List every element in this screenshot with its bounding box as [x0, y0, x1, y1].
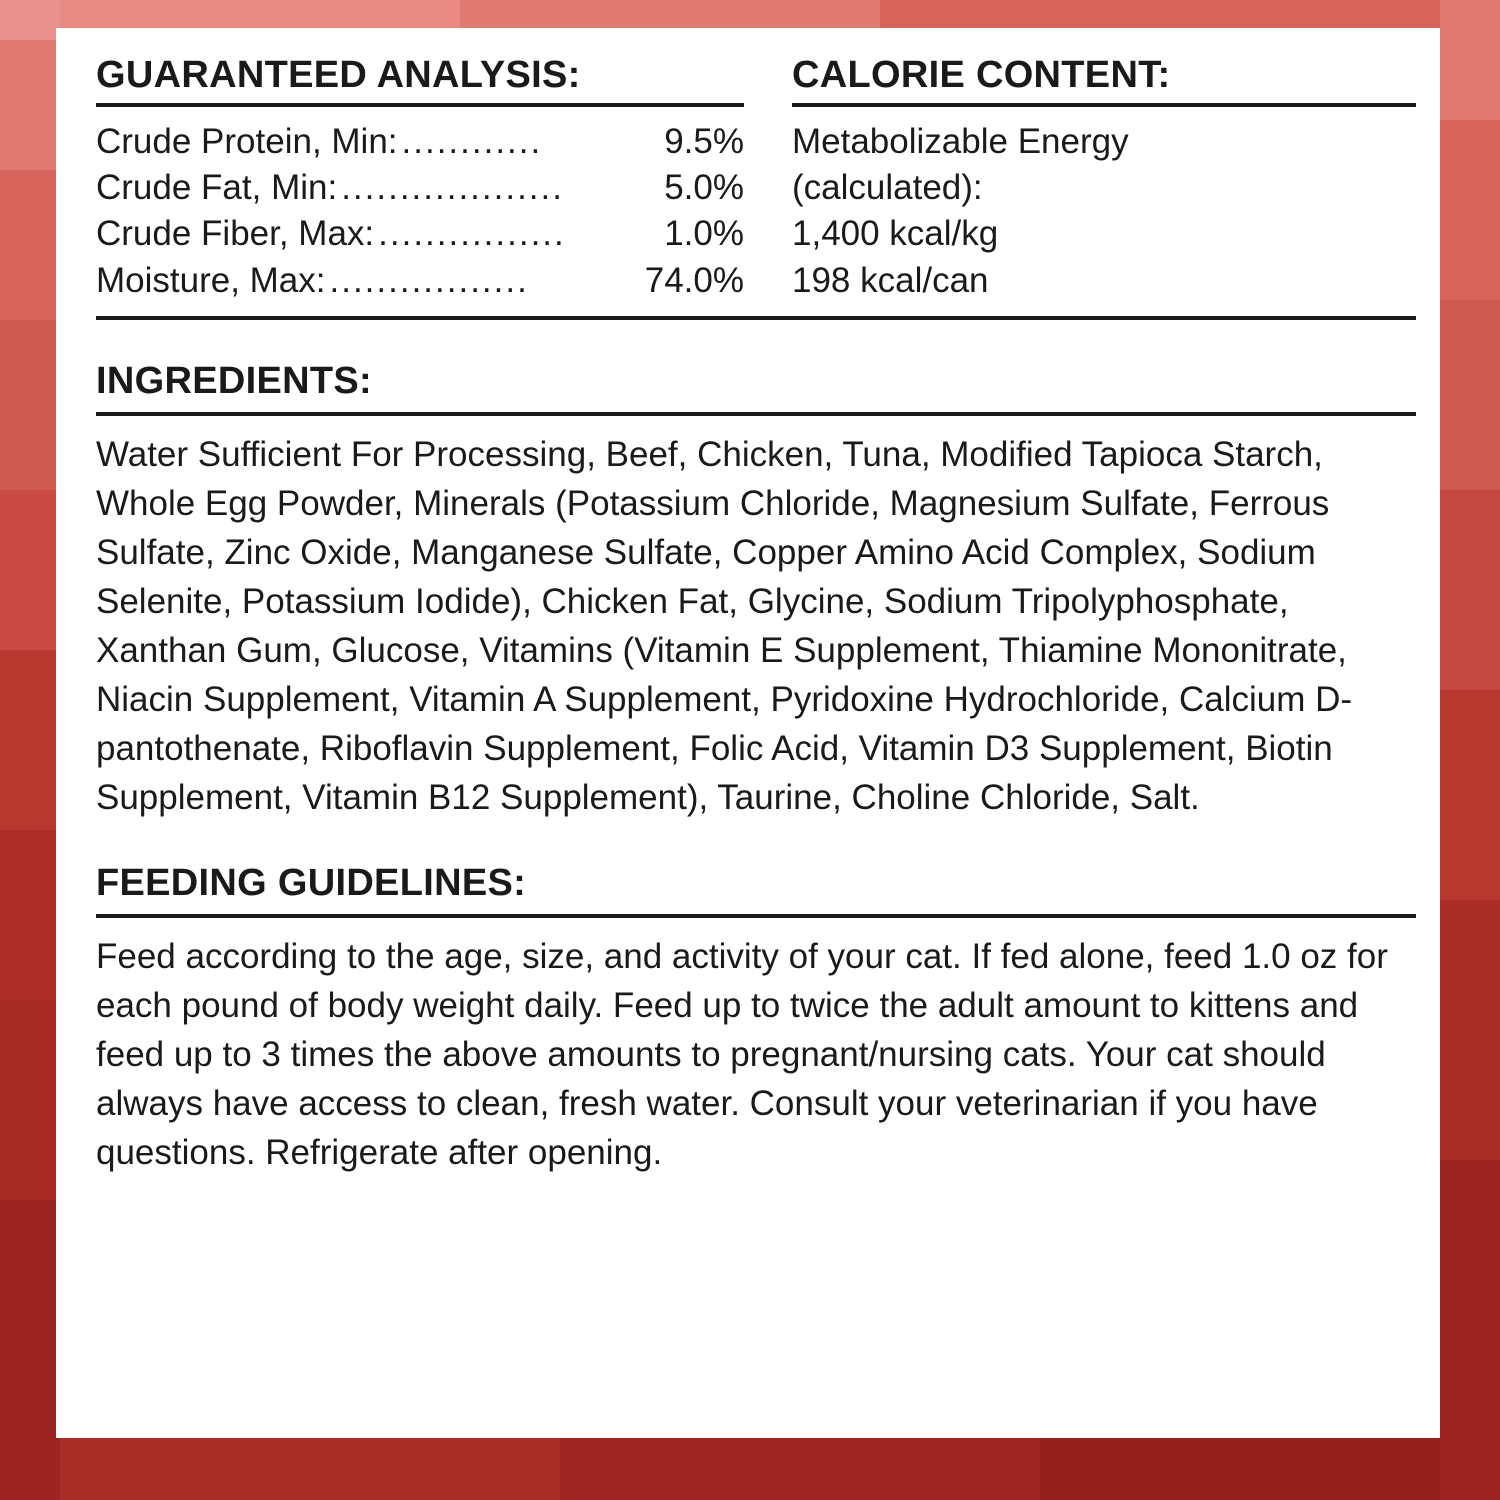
leader-dots: ................. [329, 260, 529, 300]
guaranteed-analysis-divider [96, 103, 744, 107]
feeding-guidelines-text: Feed according to the age, size, and activity of your cat. If fed alone, feed 1.0 oz for each pound of body weight daily. Feed up to twice the adult amount to kittens and feed up to 3 times the above amounts to pregnant/nursing cats. Your cat should always have access to clean, fresh water. Consult your veterinarian if you have questions. Refrigerate after opening. [96, 936, 1388, 1172]
nutrient-label: Crude Protein, Min: [96, 122, 398, 161]
calorie-content-heading: CALORIE CONTENT: [792, 54, 1171, 96]
top-columns [96, 56, 1416, 304]
guaranteed-analysis-heading: GUARANTEED ANALYSIS: [96, 54, 581, 96]
top-section-bottom-divider [96, 316, 1416, 320]
feeding-guidelines-heading: FEEDING GUIDELINES: [96, 861, 527, 904]
feeding-guidelines-divider [96, 914, 1416, 918]
leader-dots: ................... [341, 168, 564, 208]
table-row [96, 119, 744, 165]
nutrient-value: 1.0% [664, 214, 744, 254]
list-item: 1,400 kcal/kg [792, 214, 999, 254]
nutrient-label: Crude Fiber, Max: [96, 214, 375, 254]
nutrient-label: Moisture, Max: [96, 260, 326, 300]
table-row [96, 258, 744, 304]
ingredients-text: Water Sufficient For Processing, Beef, Chicken, Tuna, Modified Tapioca Starch, Whole Egg Powder, Minerals (Potassium Chloride, Magnesium Sulfate, Ferrous Sulfate, Zinc Oxide, Manganese Sulfate, Copper Amino Acid Complex, Sodium Selenite, Potassium Iodide), Chicken Fat, Glycine, Sodium Tripolyphosphate, Xanthan Gum, Glucose, Vitamins (Vitamin E Supplement, Thiamine Mononitrate, Niacin Supplement, Vitamin A Supplement, Pyridoxine Hydrochloride, Calcium D-pantothenate, Riboflavin Supplement, Folic Acid, Vitamin D3 Supplement, Biotin Supplement, Vitamin B12 Supplement), Taurine, Choline Chloride, Salt. [96, 434, 1353, 817]
leader-dots: ................ [378, 214, 566, 254]
calorie-content-divider [792, 103, 1416, 107]
label-card [56, 28, 1440, 1438]
table-row [96, 165, 744, 211]
feeding-guidelines-section [96, 862, 1416, 1177]
calorie-content-section [792, 56, 1416, 304]
label-content [96, 56, 1416, 1177]
guaranteed-analysis-section [96, 56, 744, 304]
table-row [96, 211, 744, 257]
ingredients-heading: INGREDIENTS: [96, 359, 372, 402]
ingredients-divider [96, 412, 1416, 416]
nutrient-value: 5.0% [664, 168, 744, 208]
calorie-content-lines [792, 115, 1416, 304]
nutrient-label: Crude Fat, Min: [96, 168, 338, 208]
ingredients-section [96, 360, 1416, 822]
guaranteed-analysis-rows [96, 115, 744, 304]
list-item: 198 kcal/can [792, 260, 989, 300]
nutrient-value: 9.5% [664, 122, 744, 161]
list-item: Metabolizable Energy [792, 122, 1129, 161]
list-item: (calculated): [792, 168, 983, 208]
leader-dots: ............ [401, 122, 543, 161]
nutrient-value: 74.0% [644, 260, 744, 300]
